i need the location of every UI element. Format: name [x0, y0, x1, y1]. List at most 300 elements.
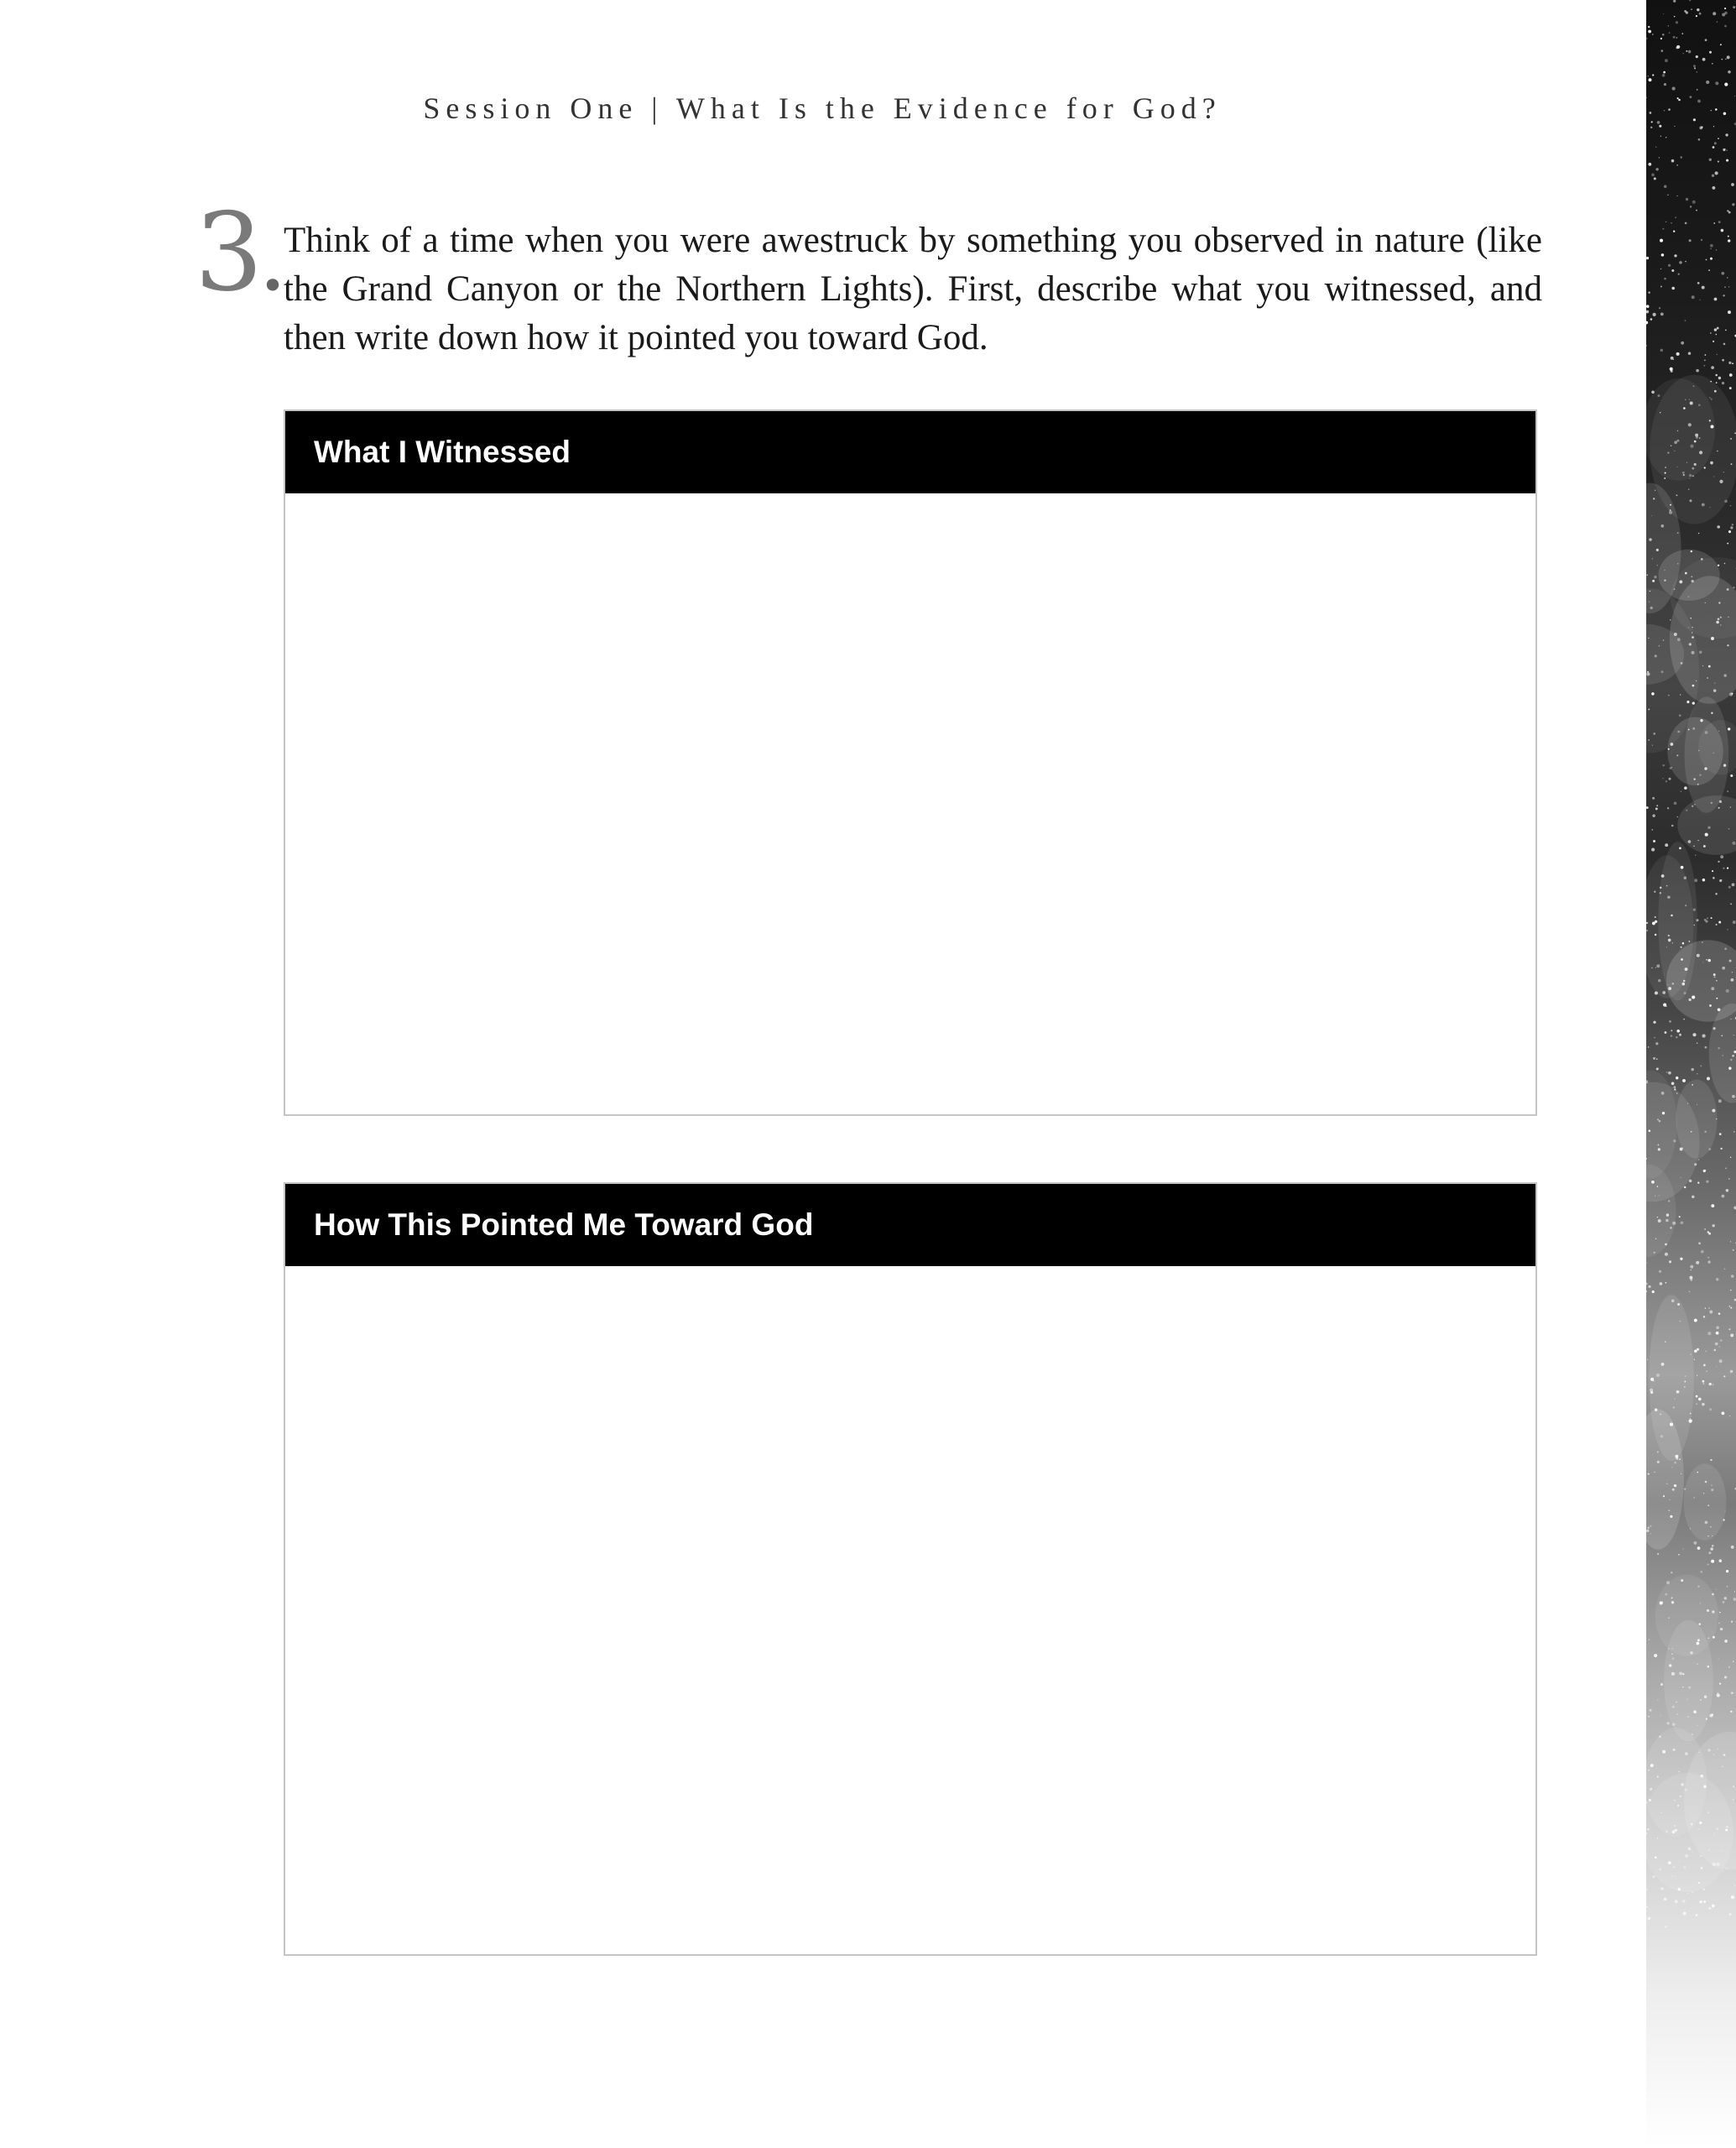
star-dot: [1722, 1601, 1724, 1603]
star-dot: [1718, 1099, 1722, 1103]
star-dot: [1699, 1822, 1702, 1824]
star-dot: [1674, 1800, 1676, 1801]
star-dot: [1685, 905, 1686, 906]
star-dot: [1671, 1601, 1674, 1603]
star-dot: [1717, 327, 1719, 330]
star-dot: [1717, 1863, 1720, 1866]
star-dot: [1719, 1346, 1720, 1347]
star-dot: [1688, 840, 1692, 843]
star-dot: [1671, 1300, 1675, 1303]
star-dot: [1718, 731, 1719, 732]
star-dot: [1729, 960, 1732, 962]
star-dot: [1723, 868, 1724, 869]
star-dot: [1697, 89, 1698, 91]
star-dot: [1709, 51, 1712, 54]
star-dot: [1676, 494, 1677, 496]
star-dot: [1727, 1586, 1728, 1587]
star-dot: [1703, 1900, 1706, 1903]
star-dot: [1675, 217, 1676, 218]
star-dot: [1691, 550, 1692, 552]
star-dot: [1664, 1898, 1667, 1901]
star-dot: [1676, 440, 1679, 442]
star-dot: [1708, 1849, 1710, 1851]
star-dot: [1660, 1683, 1663, 1686]
star-dot: [1723, 343, 1726, 346]
star-dot: [1660, 887, 1662, 889]
star-dot: [1661, 1092, 1665, 1095]
star-dot: [1657, 1118, 1659, 1120]
star-dot: [1707, 1564, 1709, 1566]
star-dot: [1671, 915, 1673, 917]
star-dot: [1646, 321, 1648, 325]
star-dot: [1700, 1855, 1702, 1857]
question-number-dot: .: [258, 204, 288, 311]
star-dot: [1681, 1221, 1684, 1224]
star-dot: [1671, 287, 1675, 290]
star-dot: [1713, 146, 1715, 149]
star-dot: [1691, 1068, 1693, 1071]
star-dot: [1688, 50, 1692, 54]
star-dot: [1677, 430, 1679, 432]
star-dot: [1728, 1178, 1730, 1180]
star-dot: [1714, 328, 1717, 331]
star-dot: [1670, 1423, 1673, 1426]
star-dot: [1661, 1880, 1662, 1881]
star-dot: [1698, 1242, 1701, 1244]
star-dot: [1694, 804, 1696, 806]
star-dot: [1728, 236, 1729, 237]
star-dot: [1668, 1510, 1669, 1511]
star-dot: [1650, 1533, 1651, 1534]
star-dot: [1646, 575, 1647, 576]
star-dot: [1667, 807, 1669, 809]
star-dot: [1656, 549, 1659, 551]
star-dot: [1722, 382, 1724, 384]
star-dot: [1651, 390, 1655, 394]
star-dot: [1671, 1876, 1672, 1877]
star-dot: [1708, 1638, 1710, 1640]
star-dot: [1663, 639, 1664, 640]
star-dot: [1693, 909, 1696, 911]
star-dot: [1723, 1375, 1725, 1377]
star-dot: [1731, 183, 1734, 186]
star-dot: [1688, 998, 1691, 1001]
star-dot: [1660, 50, 1663, 52]
star-dot: [1697, 840, 1698, 841]
star-dot: [1646, 1530, 1649, 1532]
star-dot: [1690, 1353, 1691, 1354]
star-dot: [1698, 404, 1701, 406]
star-dot: [1664, 83, 1666, 86]
star-dot: [1669, 1020, 1671, 1023]
star-dot: [1728, 727, 1730, 730]
star-dot: [1654, 1037, 1655, 1039]
star-dot: [1710, 332, 1711, 333]
star-dot: [1721, 1035, 1723, 1037]
star-dot: [1724, 1511, 1725, 1512]
star-dot: [1688, 1687, 1691, 1689]
star-dot: [1670, 619, 1671, 620]
star-dot: [1694, 1163, 1697, 1165]
star-dot: [1646, 1290, 1647, 1292]
star-dot: [1728, 70, 1731, 74]
star-dot: [1696, 1261, 1699, 1264]
star-dot: [1684, 1488, 1686, 1489]
star-dot: [1713, 1636, 1715, 1639]
star-dot: [1685, 261, 1686, 262]
star-dot: [1696, 919, 1698, 921]
star-dot: [1692, 1891, 1693, 1893]
star-dot: [1707, 959, 1711, 962]
star-dot: [1688, 352, 1691, 354]
star-dot: [1646, 672, 1650, 675]
star-dot: [1697, 1042, 1698, 1044]
star-dot: [1668, 264, 1671, 267]
star-dot: [1727, 277, 1728, 279]
star-dot: [1669, 1664, 1671, 1666]
star-dot: [1646, 1906, 1648, 1908]
star-dot: [1655, 967, 1656, 968]
star-dot: [1652, 580, 1655, 582]
star-dot: [1705, 1307, 1706, 1308]
star-dot: [1701, 1250, 1704, 1254]
star-dot: [1733, 920, 1736, 924]
star-dot: [1718, 1047, 1719, 1049]
star-dot: [1650, 127, 1652, 128]
star-dot: [1646, 38, 1647, 39]
star-dot: [1648, 638, 1649, 639]
star-dot: [1646, 1283, 1648, 1285]
star-dot: [1648, 1046, 1649, 1047]
star-dot: [1732, 883, 1735, 886]
star-dot: [1672, 1222, 1676, 1225]
star-dot: [1699, 437, 1700, 438]
star-dot: [1652, 797, 1655, 800]
star-dot: [1724, 1640, 1728, 1643]
star-dot: [1677, 816, 1678, 817]
star-dot: [1728, 828, 1730, 830]
star-dot: [1660, 1435, 1663, 1437]
star-dot: [1665, 1593, 1667, 1596]
star-dot: [1718, 138, 1719, 139]
star-dot: [1710, 1526, 1712, 1528]
star-dot: [1703, 1493, 1704, 1494]
star-dot: [1692, 1084, 1693, 1086]
star-dot: [1648, 30, 1651, 34]
star-dot: [1676, 21, 1678, 23]
star-dot: [1690, 401, 1693, 404]
star-dot: [1728, 530, 1731, 533]
star-dot: [1713, 12, 1716, 15]
star-dot: [1688, 596, 1690, 597]
star-dot: [1731, 1895, 1734, 1899]
star-dot: [1677, 638, 1681, 641]
star-dot: [1733, 6, 1735, 8]
star-dot: [1676, 45, 1680, 49]
star-dot: [1717, 354, 1718, 355]
star-dot: [1660, 286, 1662, 288]
star-dot: [1716, 382, 1718, 383]
star-dot: [1670, 1515, 1672, 1518]
star-dot: [1695, 434, 1698, 437]
star-dot: [1707, 1535, 1708, 1536]
star-dot: [1659, 125, 1661, 128]
star-dot: [1729, 1415, 1730, 1416]
star-dot: [1719, 1559, 1723, 1562]
star-dot: [1706, 1718, 1707, 1720]
star-dot: [1646, 257, 1649, 259]
star-dot: [1646, 305, 1649, 308]
star-dot: [1718, 1312, 1721, 1315]
star-dot: [1732, 1095, 1735, 1098]
star-dot: [1729, 1306, 1731, 1307]
star-dot: [1662, 34, 1665, 36]
star-dot: [1705, 39, 1707, 41]
star-dot: [1674, 126, 1675, 127]
star-dot: [1671, 1572, 1672, 1573]
star-dot: [1670, 1227, 1671, 1228]
star-dot: [1681, 1148, 1683, 1150]
star-dot: [1666, 1581, 1670, 1584]
star-dot: [1657, 1461, 1660, 1463]
starfield-stars: [1646, 0, 1736, 2148]
star-dot: [1712, 1545, 1714, 1547]
star-dot: [1662, 991, 1666, 994]
star-dot: [1654, 891, 1655, 893]
star-dot: [1685, 222, 1687, 225]
star-dot: [1683, 1866, 1686, 1869]
star-dot: [1677, 97, 1679, 99]
star-dot: [1689, 1290, 1691, 1292]
star-dot: [1714, 976, 1716, 978]
star-dot: [1716, 1827, 1718, 1830]
star-dot: [1698, 1752, 1699, 1753]
star-dot: [1716, 334, 1718, 336]
star-dot: [1731, 463, 1733, 465]
star-dot: [1689, 0, 1691, 2]
star-dot: [1660, 892, 1662, 894]
star-dot: [1652, 74, 1654, 76]
star-dot: [1669, 1260, 1671, 1263]
star-dot: [1650, 1525, 1651, 1527]
star-dot: [1659, 1270, 1661, 1273]
star-dot: [1728, 886, 1731, 889]
star-dot: [1649, 78, 1652, 81]
star-dot: [1728, 617, 1729, 618]
star-dot: [1680, 1321, 1681, 1322]
star-dot: [1665, 1253, 1668, 1256]
star-dot: [1686, 462, 1687, 463]
star-dot: [1697, 1181, 1699, 1183]
star-dot: [1716, 924, 1718, 925]
star-dot: [1653, 1021, 1655, 1024]
star-dot: [1729, 693, 1733, 696]
star-dot: [1700, 719, 1702, 722]
star-dot: [1676, 1030, 1680, 1033]
star-dot: [1724, 500, 1728, 503]
star-dot: [1688, 489, 1689, 490]
star-dot: [1693, 65, 1696, 67]
star-dot: [1716, 1118, 1718, 1120]
star-dot: [1684, 992, 1686, 994]
star-dot: [1703, 1170, 1706, 1172]
star-dot: [1656, 805, 1658, 806]
star-dot: [1653, 840, 1655, 842]
star-dot: [1681, 662, 1683, 665]
star-dot: [1710, 507, 1711, 508]
star-dot: [1659, 1735, 1661, 1738]
star-dot: [1681, 790, 1682, 792]
star-dot: [1724, 1676, 1727, 1678]
star-dot: [1727, 644, 1728, 646]
nebula-cloud: [1659, 550, 1720, 601]
star-dot: [1652, 829, 1653, 830]
star-dot: [1673, 36, 1676, 39]
star-dot: [1713, 753, 1714, 754]
star-dot: [1650, 1788, 1652, 1791]
star-dot: [1668, 1861, 1671, 1864]
star-dot: [1716, 1332, 1719, 1335]
star-dot: [1732, 203, 1734, 206]
star-dot: [1673, 1086, 1676, 1088]
star-dot: [1681, 958, 1683, 961]
star-dot: [1718, 1659, 1719, 1660]
star-dot: [1712, 870, 1713, 872]
star-dot: [1728, 362, 1731, 364]
star-dot: [1672, 1657, 1675, 1660]
star-dot: [1691, 1420, 1692, 1421]
star-dot: [1712, 1224, 1714, 1227]
star-dot: [1707, 1260, 1710, 1263]
what-i-witnessed-answer-area[interactable]: [285, 493, 1535, 1114]
star-dot: [1648, 1285, 1650, 1288]
star-dot: [1716, 980, 1717, 981]
star-dot: [1713, 1384, 1714, 1385]
star-dot: [1690, 1279, 1692, 1281]
star-dot: [1724, 674, 1727, 676]
star-dot: [1685, 1854, 1688, 1858]
star-dot: [1697, 1546, 1701, 1550]
star-dot: [1651, 967, 1652, 968]
star-dot: [1694, 441, 1697, 443]
star-dot: [1648, 708, 1650, 710]
star-dot: [1663, 1004, 1666, 1007]
star-dot: [1655, 1856, 1657, 1859]
star-dot: [1730, 904, 1732, 905]
star-dot: [1650, 607, 1653, 609]
star-dot: [1657, 1553, 1659, 1555]
star-dot: [1675, 1399, 1676, 1400]
star-dot: [1668, 935, 1670, 936]
star-dot: [1672, 942, 1673, 943]
star-dot: [1698, 750, 1699, 751]
star-dot: [1690, 445, 1693, 448]
star-dot: [1715, 171, 1718, 175]
star-dot: [1676, 754, 1678, 756]
star-dot: [1697, 1348, 1699, 1351]
star-dot: [1707, 1231, 1709, 1233]
star-dot: [1722, 359, 1724, 362]
star-dot: [1655, 654, 1657, 657]
star-dot: [1652, 815, 1655, 817]
star-dot: [1677, 731, 1680, 733]
star-dot: [1683, 1911, 1686, 1915]
star-dot: [1678, 99, 1681, 102]
star-dot: [1703, 1785, 1706, 1787]
star-dot: [1708, 665, 1711, 668]
star-dot: [1678, 1888, 1681, 1890]
star-dot: [1671, 1035, 1672, 1037]
star-dot: [1725, 1168, 1727, 1170]
star-dot: [1673, 1866, 1675, 1868]
star-dot: [1683, 474, 1685, 476]
star-dot: [1686, 701, 1689, 703]
star-dot: [1716, 1326, 1719, 1329]
star-dot: [1701, 1867, 1703, 1869]
star-dot: [1727, 543, 1728, 545]
pointed-toward-god-answer-area[interactable]: [285, 1266, 1535, 1954]
star-dot: [1656, 1374, 1660, 1377]
star-dot: [1707, 826, 1710, 829]
star-dot: [1733, 587, 1734, 588]
star-dot: [1658, 1067, 1659, 1068]
star-dot: [1711, 637, 1714, 640]
star-dot: [1672, 1723, 1675, 1726]
star-dot: [1696, 55, 1698, 58]
star-dot: [1672, 1488, 1675, 1491]
star-dot: [1698, 1882, 1700, 1884]
star-dot: [1692, 467, 1694, 470]
star-dot: [1697, 784, 1699, 785]
star-dot: [1659, 157, 1660, 158]
star-dot: [1724, 1268, 1726, 1270]
star-dot: [1688, 423, 1692, 426]
star-dot: [1690, 1651, 1693, 1655]
star-dot: [1646, 806, 1649, 809]
star-dot: [1724, 563, 1726, 565]
star-dot: [1709, 420, 1711, 421]
star-dot: [1676, 1077, 1678, 1079]
star-dot: [1711, 802, 1713, 804]
star-dot: [1727, 55, 1730, 59]
star-dot: [1718, 618, 1720, 621]
star-dot: [1685, 320, 1686, 321]
star-dot: [1651, 1181, 1655, 1184]
star-dot: [1680, 1177, 1681, 1178]
running-header: Session One | What Is the Evidence for God?: [423, 91, 1222, 125]
star-dot: [1719, 800, 1722, 803]
star-dot: [1685, 1788, 1687, 1791]
star-dot: [1702, 1035, 1706, 1038]
star-dot: [1718, 377, 1721, 379]
star-dot: [1659, 1869, 1661, 1871]
star-dot: [1730, 1711, 1732, 1713]
star-dot: [1683, 53, 1684, 54]
star-dot: [1647, 1526, 1650, 1529]
star-dot: [1692, 627, 1693, 628]
star-dot: [1665, 472, 1666, 474]
star-dot: [1713, 341, 1714, 342]
star-dot: [1722, 59, 1723, 60]
star-dot: [1651, 692, 1655, 696]
star-dot: [1730, 1370, 1733, 1374]
star-dot: [1664, 477, 1666, 479]
star-dot: [1709, 1714, 1713, 1718]
star-dot: [1693, 1541, 1697, 1545]
star-dot: [1657, 1775, 1659, 1777]
star-dot: [1653, 733, 1655, 735]
star-dot: [1697, 8, 1699, 11]
